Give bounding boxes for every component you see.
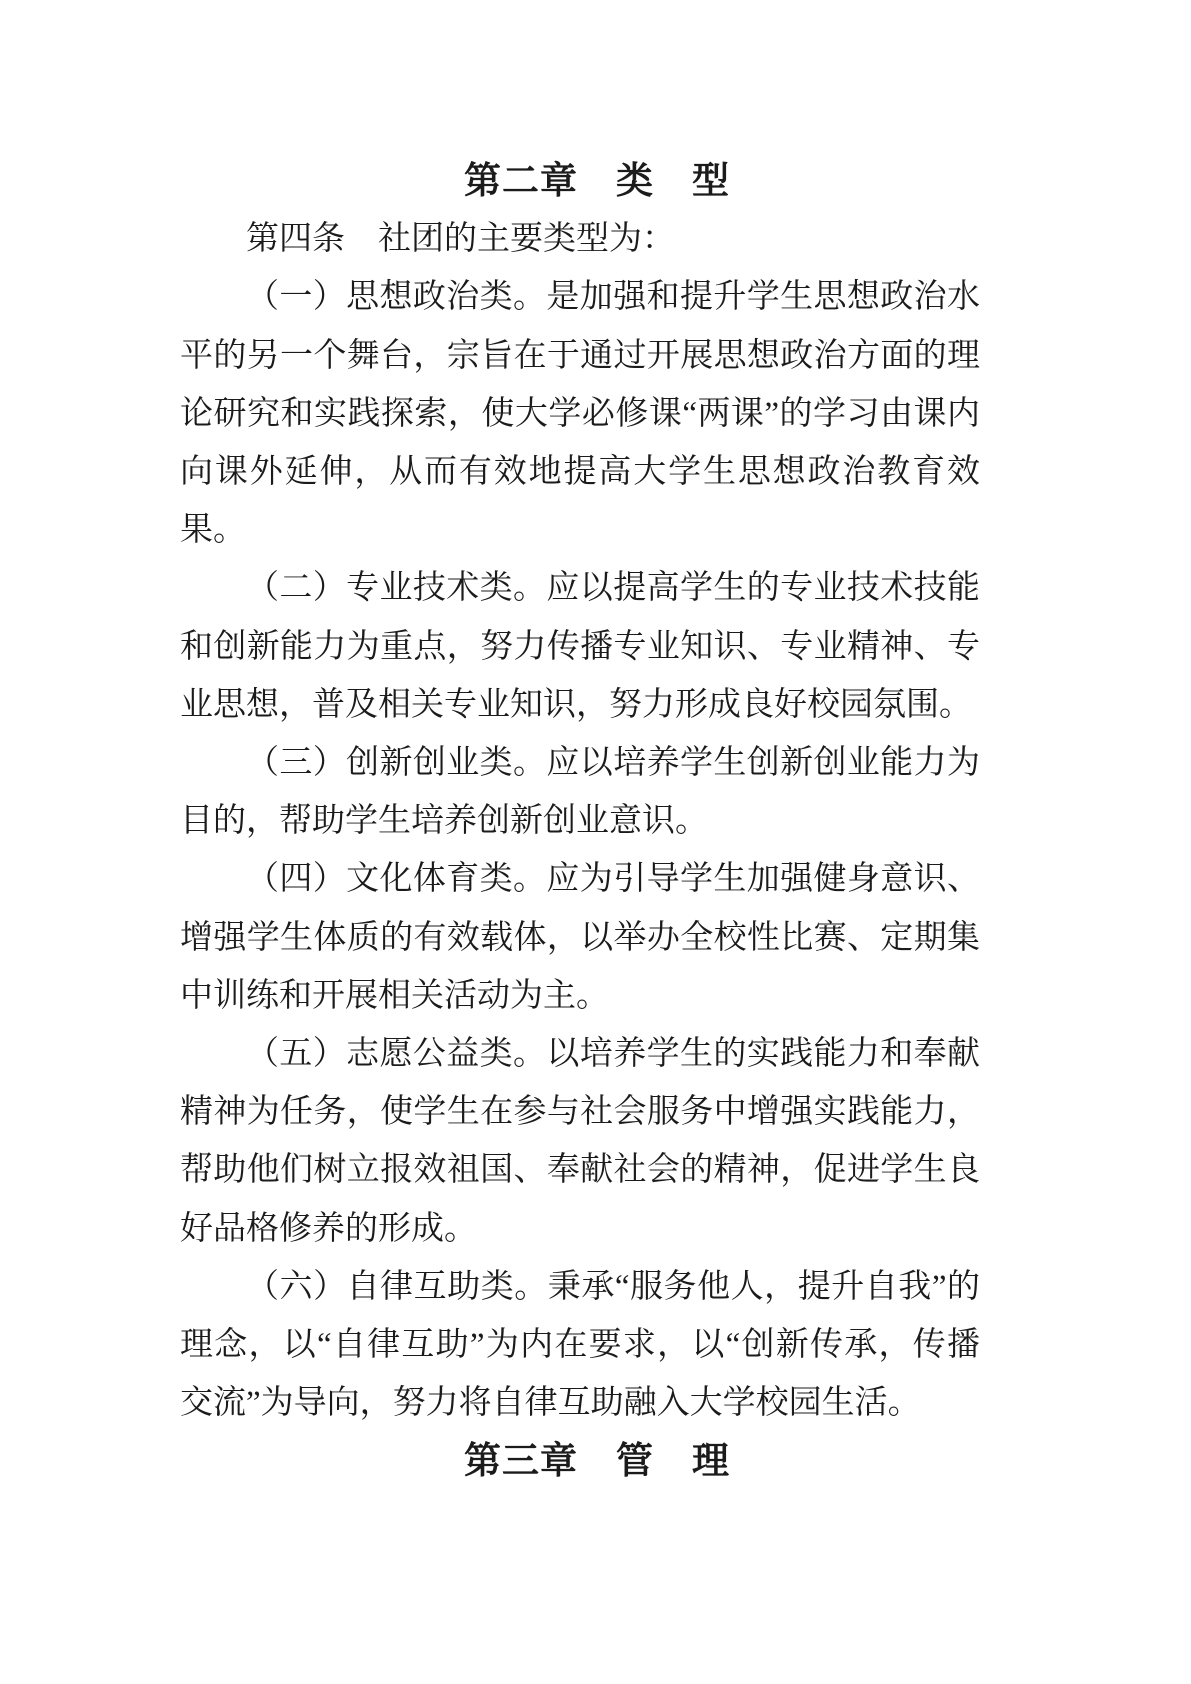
article-4-intro: 第四条 社团的主要类型为： [246, 221, 675, 258]
chapter-3-heading: 第三章 管 理 [464, 1439, 730, 1483]
type-item-2-professional-technical: （二）专业技术类。应以提高学生的专业技术技能和创新能力为重点，努力传播专业知识、专业精神、专业思想，普及相关专业知识，努力形成良好校园氛围。 [180, 570, 980, 723]
type-item-1-ideological-political: （一）思想政治类。是加强和提升学生思想政治水平的另一个舞台，宗旨在于通过开展思想政治方面的理论研究和实践探索，使大学必修课“两课”的学习由课内向课外延伸，从而有效地提高大学生思想政治教育效果。 [180, 279, 980, 549]
chapter-2-heading: 第二章 类 型 [464, 159, 730, 202]
type-item-5-volunteer-public-welfare: （五）志愿公益类。以培养学生的实践能力和奉献精神为任务，使学生在参与社会服务中增强实践能力，帮助他们树立报效祖国、奉献社会的精神，促进学生良好品格修养的形成。 [180, 1036, 980, 1247]
type-item-4-culture-sports: （四）文化体育类。应为引导学生加强健身意识、增强学生体质的有效载体，以举办全校性比赛、定期集中训练和开展相关活动为主。 [180, 861, 980, 1014]
type-item-3-innovation-entrepreneurship: （三）创新创业类。应以培养学生创新创业能力为目的，帮助学生培养创新创业意识。 [180, 745, 980, 840]
type-item-6-self-discipline-mutual-aid: （六）自律互助类。秉承“服务他人，提升自我”的理念，以“自律互助”为内在要求，以“创新传承，传播交流”为导向，努力将自律互助融入大学校园生活。 [180, 1268, 980, 1422]
